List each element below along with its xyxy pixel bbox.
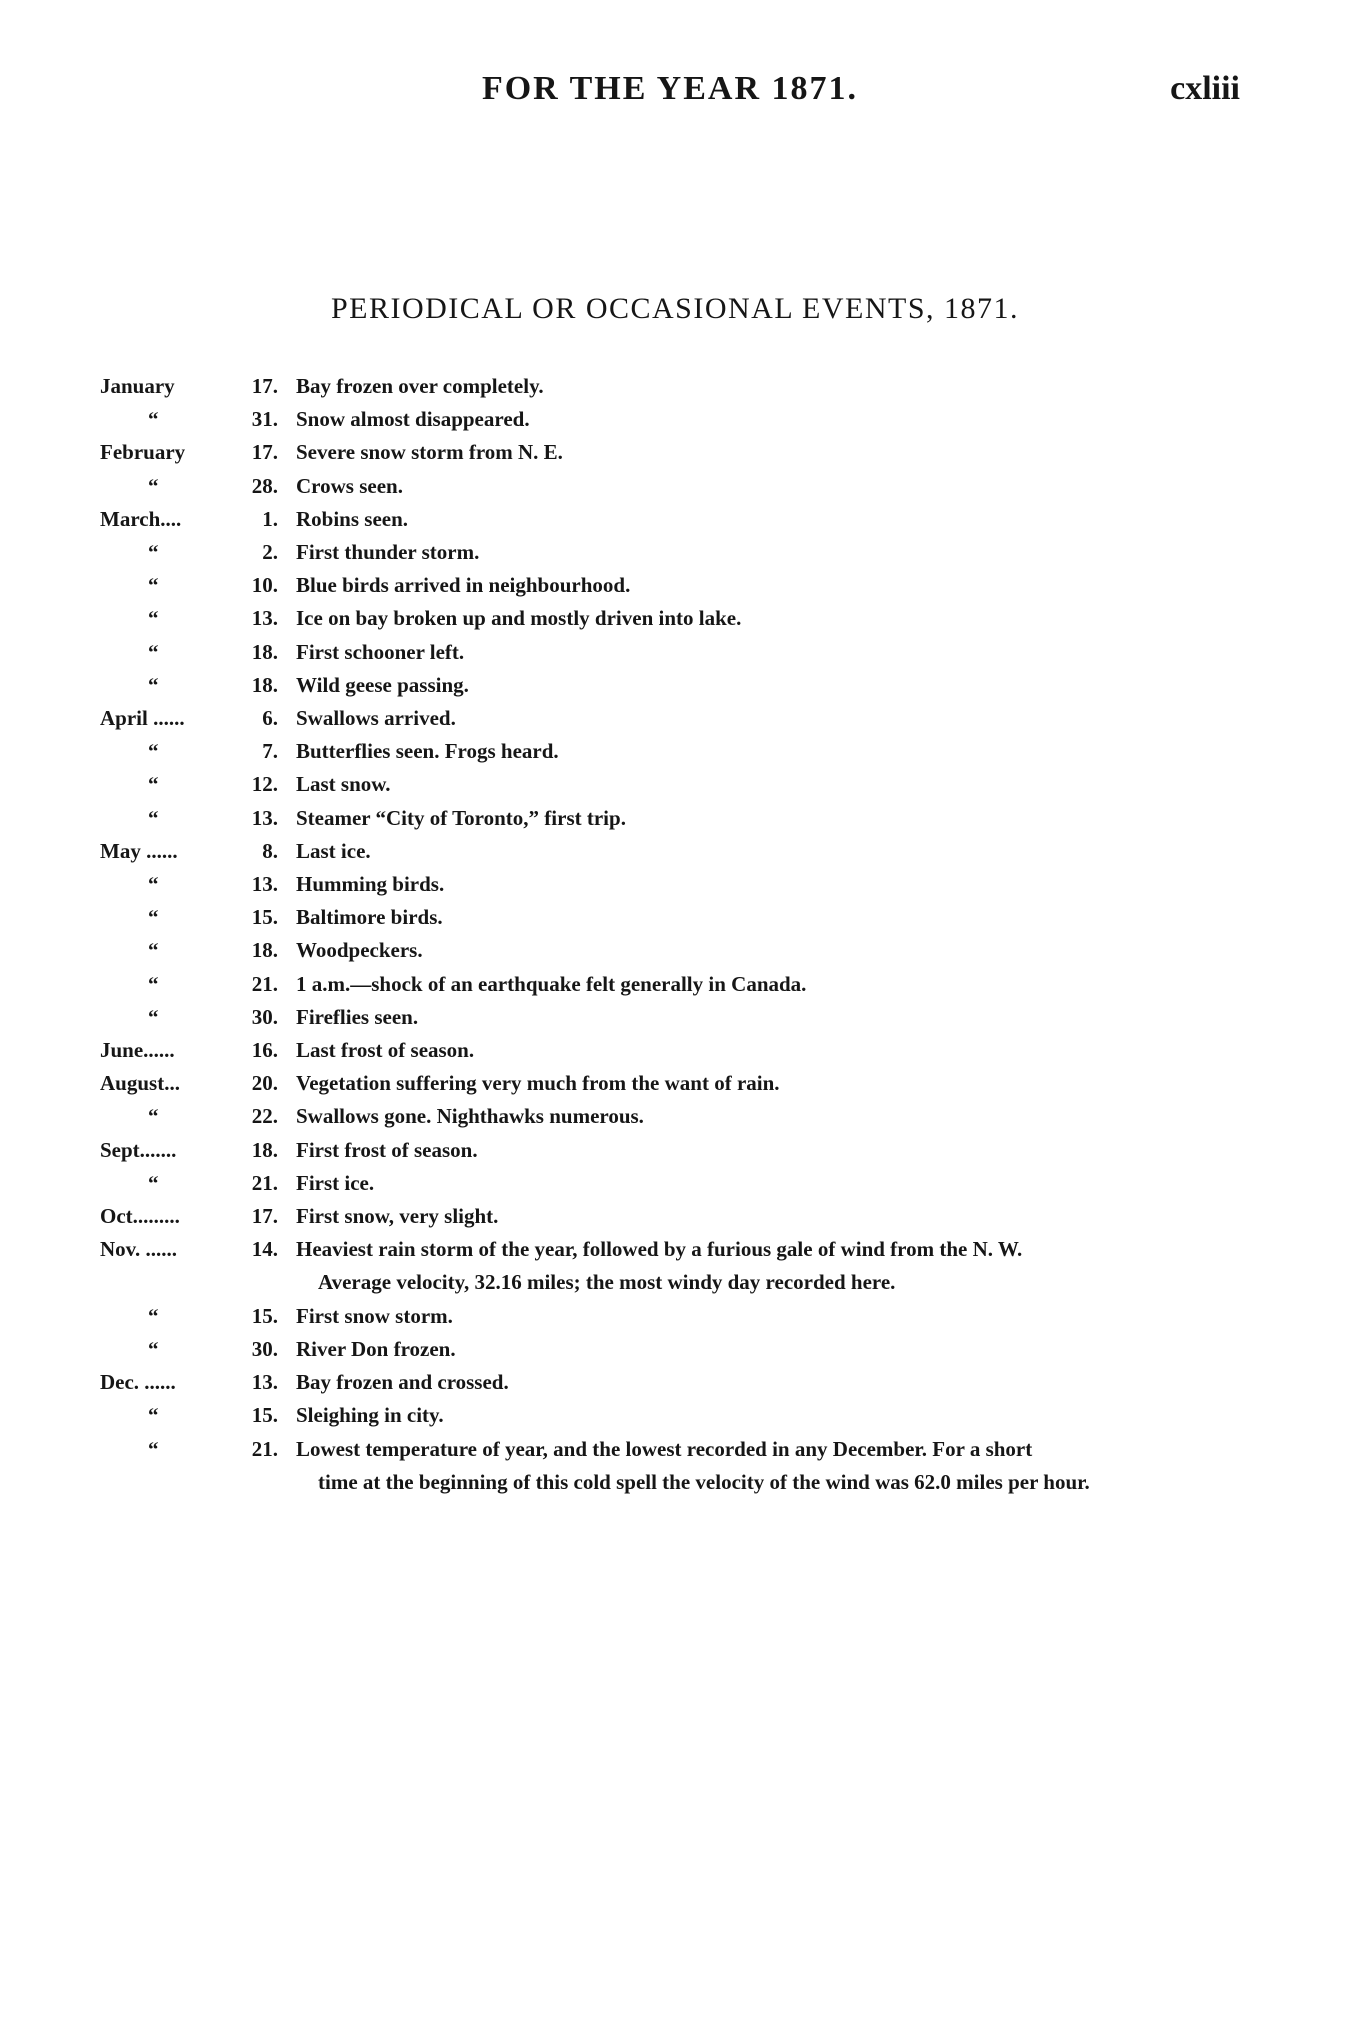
event-month: “: [148, 1303, 159, 1328]
running-head: [100, 70, 1240, 120]
event-text-continued: time at the beginning of this cold spell the velocity of the wind was 62.0 miles per hour.: [318, 1469, 1090, 1494]
event-month: “: [148, 407, 159, 432]
event-date: [100, 1100, 278, 1133]
event-date: [100, 1333, 278, 1366]
event-day: 28.: [251, 473, 278, 498]
event-text: Swallows gone. Nighthawks numerous.: [296, 1104, 644, 1129]
event-month: “: [148, 1170, 159, 1195]
event-day: 18.: [251, 938, 278, 963]
event-day: 13.: [251, 872, 278, 897]
event-row: [100, 403, 1250, 436]
event-text: First ice.: [296, 1170, 375, 1195]
event-text: Last ice.: [296, 838, 371, 863]
event-day: 8.: [262, 838, 278, 863]
event-text: Blue birds arrived in neighbourhood.: [296, 573, 631, 598]
event-description: [278, 802, 1250, 835]
event-date: [100, 403, 278, 436]
event-row: [100, 802, 1250, 835]
event-month: “: [148, 473, 159, 498]
event-text: Humming birds.: [296, 872, 445, 897]
event-month: “: [148, 1436, 159, 1461]
events-list: [100, 370, 1250, 1499]
event-date: [100, 1200, 278, 1233]
event-date: [100, 1366, 278, 1399]
event-date: [100, 1001, 278, 1034]
event-row: [100, 768, 1250, 801]
event-row: [100, 1433, 1250, 1499]
event-date: [100, 536, 278, 569]
event-row: [100, 602, 1250, 635]
event-date: [100, 1233, 278, 1266]
event-description: [278, 1067, 1250, 1100]
event-date: [100, 1134, 278, 1167]
event-date: [100, 735, 278, 768]
event-description: [278, 636, 1250, 669]
event-day: 20.: [251, 1071, 278, 1096]
event-month: “: [148, 905, 159, 930]
event-date: [100, 1433, 278, 1466]
event-description: [278, 602, 1250, 635]
event-text: 1 a.m.—shock of an earthquake felt generally in Canada.: [296, 971, 807, 996]
event-text: Wild geese passing.: [296, 672, 469, 697]
event-row: [100, 1001, 1250, 1034]
event-day: 31.: [251, 407, 278, 432]
event-description: [278, 934, 1250, 967]
event-month: April ......: [100, 706, 185, 731]
event-month: “: [148, 639, 159, 664]
event-month: Oct.........: [100, 1204, 180, 1229]
event-description: [278, 735, 1250, 768]
event-day: 18.: [251, 672, 278, 697]
event-month: August...: [100, 1071, 180, 1096]
event-day: 17.: [251, 440, 278, 465]
event-description: [278, 1399, 1250, 1432]
event-month: June......: [100, 1038, 175, 1063]
event-text: Lowest temperature of year, and the lowest recorded in any December. For a short: [296, 1436, 1033, 1461]
event-text: Snow almost disappeared.: [296, 407, 530, 432]
event-description: [278, 1333, 1250, 1366]
event-date: [100, 470, 278, 503]
event-description: [278, 536, 1250, 569]
event-description: [278, 370, 1250, 403]
event-month: “: [148, 1336, 159, 1361]
event-text: Bay frozen and crossed.: [296, 1370, 509, 1395]
event-date: [100, 868, 278, 901]
event-text: Last snow.: [296, 772, 391, 797]
event-day: 14.: [251, 1237, 278, 1262]
event-description: [278, 1001, 1250, 1034]
event-date: [100, 436, 278, 469]
event-row: [100, 503, 1250, 536]
event-date: [100, 1300, 278, 1333]
event-row: [100, 1100, 1250, 1133]
event-row: [100, 536, 1250, 569]
event-date: [100, 370, 278, 403]
event-description: [278, 702, 1250, 735]
event-date: [100, 1399, 278, 1432]
event-day: 7.: [262, 739, 278, 764]
event-text: Swallows arrived.: [296, 706, 456, 731]
event-description: [278, 1134, 1250, 1167]
event-month: Nov. ......: [100, 1237, 178, 1262]
event-row: [100, 968, 1250, 1001]
event-row: [100, 1300, 1250, 1333]
event-row: [100, 1333, 1250, 1366]
event-row: [100, 669, 1250, 702]
event-row: [100, 835, 1250, 868]
event-month: Dec. ......: [100, 1370, 176, 1395]
event-row: [100, 1167, 1250, 1200]
event-day: 17.: [251, 374, 278, 398]
event-row: [100, 1366, 1250, 1399]
event-description: [278, 1300, 1250, 1333]
event-day: 12.: [251, 772, 278, 797]
event-date: [100, 636, 278, 669]
event-row: [100, 569, 1250, 602]
event-text: First schooner left.: [296, 639, 465, 664]
event-description: [278, 470, 1250, 503]
event-month: “: [148, 606, 159, 631]
event-date: [100, 968, 278, 1001]
event-description: [278, 569, 1250, 602]
event-day: 13.: [251, 1370, 278, 1395]
event-day: 15.: [251, 1303, 278, 1328]
event-text: Severe snow storm from N. E.: [296, 440, 563, 465]
event-month: Sept.......: [100, 1137, 177, 1162]
event-text: Robins seen.: [296, 506, 409, 531]
event-day: 2.: [262, 540, 278, 565]
event-text: Last frost of season.: [296, 1038, 475, 1063]
event-row: [100, 1034, 1250, 1067]
event-day: 21.: [251, 971, 278, 996]
event-month: “: [148, 540, 159, 565]
event-date: [100, 802, 278, 835]
event-month: “: [148, 805, 159, 830]
event-description: [278, 1167, 1250, 1200]
event-description: [278, 1034, 1250, 1067]
event-description: [278, 669, 1250, 702]
event-month: March....: [100, 506, 182, 531]
event-description: [278, 1233, 1250, 1299]
event-text: Steamer “City of Toronto,” first trip.: [296, 805, 626, 830]
event-description: [278, 1366, 1250, 1399]
event-month: “: [148, 1004, 159, 1029]
event-day: 18.: [251, 639, 278, 664]
event-row: [100, 370, 1250, 403]
event-date: [100, 503, 278, 536]
event-text: First thunder storm.: [296, 540, 480, 565]
event-description: [278, 1433, 1250, 1499]
event-text: Baltimore birds.: [296, 905, 443, 930]
event-description: [278, 436, 1250, 469]
event-text: Vegetation suffering very much from the want of rain.: [296, 1071, 780, 1096]
event-row: [100, 901, 1250, 934]
event-text: Heaviest rain storm of the year, followed by a furious gale of wind from the N. W.: [296, 1237, 1023, 1262]
event-description: [278, 1100, 1250, 1133]
event-row: [100, 1200, 1250, 1233]
event-row: [100, 636, 1250, 669]
event-day: 30.: [251, 1336, 278, 1361]
event-text: River Don frozen.: [296, 1336, 456, 1361]
event-day: 13.: [251, 606, 278, 631]
event-text: Ice on bay broken up and mostly driven into lake.: [296, 606, 742, 631]
event-text: Bay frozen over completely.: [296, 374, 544, 398]
event-date: [100, 768, 278, 801]
event-day: 10.: [251, 573, 278, 598]
event-date: [100, 934, 278, 967]
event-text: First snow, very slight.: [296, 1204, 499, 1229]
event-row: [100, 436, 1250, 469]
event-description: [278, 503, 1250, 536]
event-description: [278, 968, 1250, 1001]
event-month: May ......: [100, 838, 178, 863]
event-month: “: [148, 739, 159, 764]
event-day: 15.: [251, 905, 278, 930]
event-day: 15.: [251, 1403, 278, 1428]
event-row: [100, 735, 1250, 768]
event-date: [100, 901, 278, 934]
event-row: [100, 470, 1250, 503]
event-row: [100, 1134, 1250, 1167]
event-day: 13.: [251, 805, 278, 830]
event-month: “: [148, 1104, 159, 1129]
event-day: 17.: [251, 1204, 278, 1229]
event-month: February: [100, 440, 186, 465]
event-date: [100, 1167, 278, 1200]
event-text: Woodpeckers.: [296, 938, 423, 963]
event-day: 30.: [251, 1004, 278, 1029]
event-day: 1.: [262, 506, 278, 531]
running-title: FOR THE YEAR 1871.: [481, 70, 859, 107]
event-date: [100, 1034, 278, 1067]
event-day: 16.: [251, 1038, 278, 1063]
event-day: 6.: [262, 706, 278, 731]
event-date: [100, 602, 278, 635]
event-date: [100, 569, 278, 602]
event-text: First frost of season.: [296, 1137, 478, 1162]
event-description: [278, 403, 1250, 436]
event-row: [100, 868, 1250, 901]
event-row: [100, 934, 1250, 967]
event-description: [278, 868, 1250, 901]
event-description: [278, 768, 1250, 801]
event-day: 21.: [251, 1170, 278, 1195]
event-text: Sleighing in city.: [296, 1403, 444, 1428]
event-text-continued: Average velocity, 32.16 miles; the most windy day recorded here.: [318, 1270, 896, 1295]
event-row: [100, 1233, 1250, 1299]
section-title: PERIODICAL OR OCCASIONAL EVENTS, 1871.: [330, 292, 1020, 325]
event-text: Butterflies seen. Frogs heard.: [296, 739, 559, 764]
page-number: cxliii: [1170, 70, 1240, 107]
event-day: 22.: [251, 1104, 278, 1129]
event-text: Crows seen.: [296, 473, 403, 498]
event-date: [100, 835, 278, 868]
event-description: [278, 835, 1250, 868]
event-month: January: [100, 374, 175, 398]
event-text: First snow storm.: [296, 1303, 453, 1328]
event-text: Fireflies seen.: [296, 1004, 419, 1029]
event-month: “: [148, 1403, 159, 1428]
event-row: [100, 1399, 1250, 1432]
event-day: 18.: [251, 1137, 278, 1162]
event-description: [278, 901, 1250, 934]
event-month: “: [148, 971, 159, 996]
event-date: [100, 702, 278, 735]
event-row: [100, 702, 1250, 735]
event-day: 21.: [251, 1436, 278, 1461]
event-month: “: [148, 772, 159, 797]
event-description: [278, 1200, 1250, 1233]
event-month: “: [148, 573, 159, 598]
event-date: [100, 1067, 278, 1100]
event-month: “: [148, 938, 159, 963]
event-month: “: [148, 672, 159, 697]
event-month: “: [148, 872, 159, 897]
event-row: [100, 1067, 1250, 1100]
event-date: [100, 669, 278, 702]
